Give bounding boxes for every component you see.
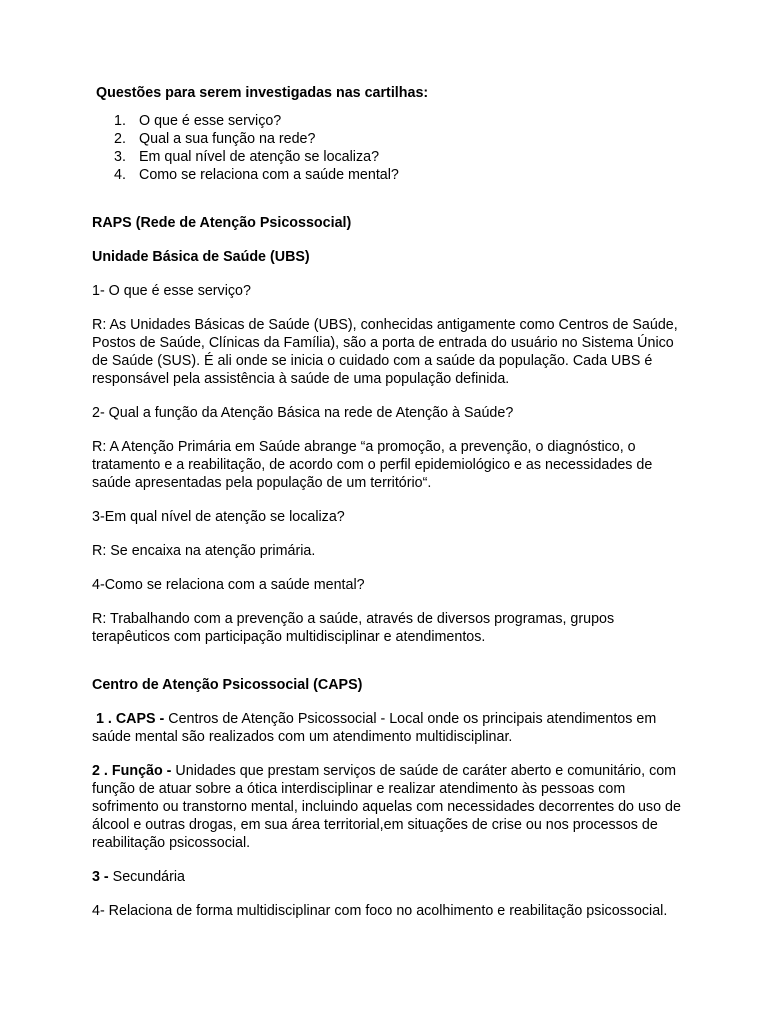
list-text: Qual a sua função na rede? bbox=[139, 131, 316, 147]
list-number: 3. bbox=[114, 149, 126, 165]
caps-item-3-text: Secundária bbox=[112, 869, 186, 885]
list-text: O que é esse serviço? bbox=[139, 113, 282, 129]
ubs-heading: Unidade Básica de Saúde (UBS) bbox=[92, 249, 310, 265]
ubs-question-2: 2- Qual a função da Atenção Básica na rede de Atenção à Saúde? bbox=[92, 405, 514, 421]
caps-item-4: 4- Relaciona de forma multidisciplinar com foco no acolhimento e reabilitação psicossocial. bbox=[92, 903, 668, 919]
list-number: 2. bbox=[114, 131, 126, 147]
list-number: 1. bbox=[114, 113, 126, 129]
caps-heading: Centro de Atenção Psicossocial (CAPS) bbox=[92, 677, 363, 693]
list-item bbox=[92, 166, 692, 184]
page-title: Questões para serem investigadas nas cartilhas: bbox=[96, 85, 429, 101]
ubs-answer-3: R: Se encaixa na atenção primária. bbox=[92, 543, 316, 559]
questions-list bbox=[92, 112, 692, 184]
caps-item-3 bbox=[92, 868, 692, 886]
caps-item-3-label: 3 - bbox=[92, 869, 113, 885]
caps-item-2-text: Unidades que prestam serviços de saúde de caráter aberto e comunitário, com função de atuar sobre a ótica interdisciplinar e realizar atendimento às pessoas com sofrimento ou transtorno mental, incluindo aquelas com necessidades decorrentes do uso de álcool e outras drogas, em sua área territorial,em situações de crise ou nos processos de reabilitação psicossocial. bbox=[92, 763, 681, 851]
list-text: Como se relaciona com a saúde mental? bbox=[139, 167, 399, 183]
caps-item-1-text: Centros de Atenção Psicossocial - Local onde os principais atendimentos em saúde mental são realizados com um atendimento multidisciplinar. bbox=[92, 711, 657, 745]
list-item bbox=[92, 148, 692, 166]
ubs-question-1: 1- O que é esse serviço? bbox=[92, 283, 251, 299]
ubs-answer-1: R: As Unidades Básicas de Saúde (UBS), conhecidas antigamente como Centros de Saúde, Postos de Saúde, Clínicas da Família), são a porta de entrada do usuário no Sistema Único de Saúde (SUS). É ali onde se inicia o cuidado com a saúde da população. Cada UBS é responsável pela assistência à saúde de uma população definida. bbox=[92, 317, 678, 387]
list-number: 4. bbox=[114, 167, 126, 183]
ubs-answer-2: R: A Atenção Primária em Saúde abrange “a promoção, a prevenção, o diagnóstico, o tratamento e a reabilitação, de acordo com o perfil epidemiológico e as necessidades de saúde apresentadas pela população de um território“. bbox=[92, 439, 653, 491]
caps-item-2 bbox=[92, 762, 692, 852]
list-item bbox=[92, 130, 692, 148]
caps-item-1 bbox=[92, 710, 692, 746]
ubs-question-3: 3-Em qual nível de atenção se localiza? bbox=[92, 509, 345, 525]
ubs-question-4: 4-Como se relaciona com a saúde mental? bbox=[92, 577, 365, 593]
document-content bbox=[92, 84, 692, 920]
list-text: Em qual nível de atenção se localiza? bbox=[139, 149, 380, 165]
caps-item-1-label: 1 . CAPS - bbox=[92, 711, 169, 727]
ubs-answer-4: R: Trabalhando com a prevenção a saúde, através de diversos programas, grupos terapêuticos com participação multidisciplinar e atendimentos. bbox=[92, 611, 615, 645]
list-item bbox=[92, 112, 692, 130]
caps-item-2-label: 2 . Função - bbox=[92, 763, 176, 779]
raps-heading: RAPS (Rede de Atenção Psicossocial) bbox=[92, 215, 352, 231]
